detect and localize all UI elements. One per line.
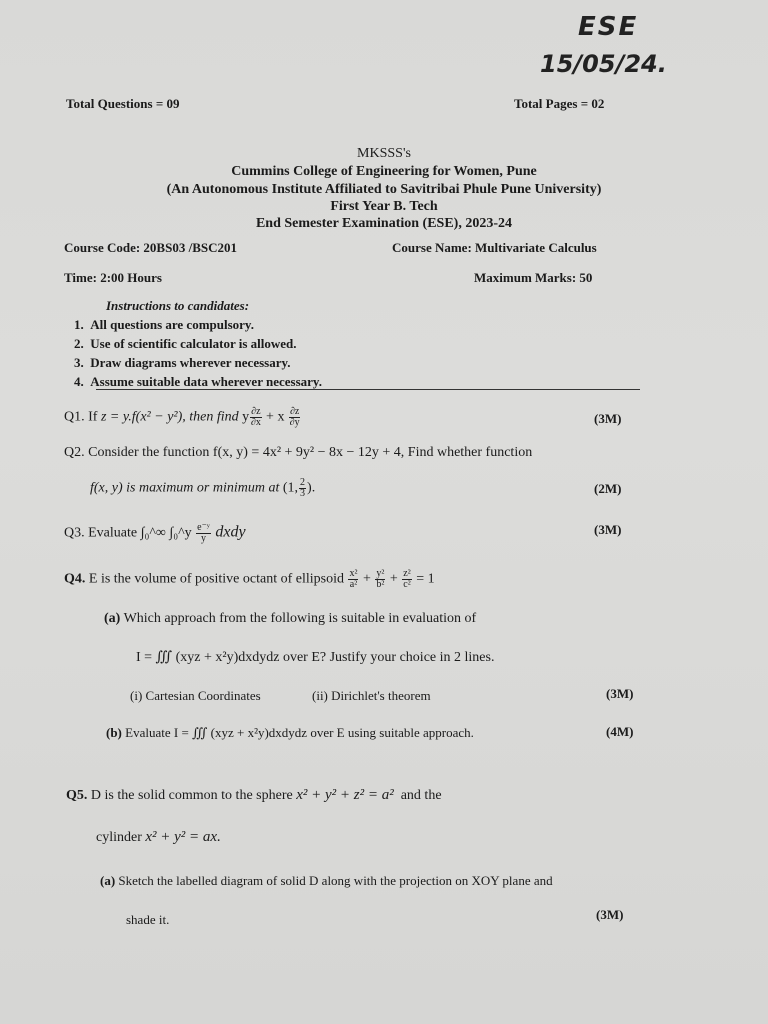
course-name: Course Name: Multivariate Calculus [392,240,597,255]
question-3: Q3. Evaluate ∫₀^∞ ∫₀^y $\frac{\text{e⁻ʸ}}{y}$ dxdy [64,522,246,544]
q5a-text-cont: shade it. [126,912,170,927]
course-code: Course Code: 20BS03 /BSC201 [64,240,237,255]
q4a-option-1: (i) Cartesian Coordinates [130,688,261,703]
maximum-marks: Maximum Marks: 50 [474,270,593,285]
affiliation: (An Autonomous Institute Affiliated to Savitribai Phule Pune University) [166,182,602,197]
q1-marks: (3M) [594,411,622,426]
exam-title: End Semester Examination (ESE), 2023-24 [255,216,513,231]
question-1: Q1. If z = y.f(x² − y²), then find y $\frac{\partial z}{\partial x}$ + x $\frac{\partial z}{\partial y}$ [64,406,300,428]
total-pages: Total Pages = 02 [514,96,605,111]
handwritten-ese: ESE [578,12,639,42]
question-2-line1: Q2. Consider the function f(x, y) = 4x² + 9y² − 8x − 12y + 4, Find whether function [64,445,533,460]
handwritten-date: 15/05/24. [540,50,667,78]
program-year: First Year B. Tech [330,199,438,214]
q4b-marks: (4M) [606,724,634,739]
q4a-equation: I = ∭ (xyz + x²y)dxdydz over E? Justify your choice in 2 lines. [136,650,495,665]
q4b-text: (b) Evaluate I = ∭ (xyz + x²y)dxdydz over E using suitable approach. [106,725,474,740]
q5a-text: (a) Sketch the labelled diagram of solid D along with the projection on XOY plane and [100,873,553,888]
college-name: Cummins College of Engineering for Women, Pune [231,164,537,179]
instruction-item: 1. All questions are compulsory. [74,317,254,332]
question-4: Q4. E is the volume of positive octant of ellipsoid $\frac{\text{x²}}{\text{a²}}$ + $\frac{\text{y²}}{\text{b²}}$ + $\frac{\text{z²}}{\text{c²}}$ = 1 [64,568,435,590]
instruction-item: 3. Draw diagrams wherever necessary. [74,355,291,370]
instruction-item: 2. Use of scientific calculator is allowed. [74,336,297,351]
instruction-item: 4. Assume suitable data wherever necessary. [74,374,322,389]
q4a-text: (a) Which approach from the following is suitable in evaluation of [104,611,477,626]
question-2-line2: f(x, y) is maximum or minimum at (1, $\frac{2}{3}$ ). [90,477,316,499]
question-5-line2: cylinder x² + y² = ax. [96,829,221,845]
q4a-option-2: (ii) Dirichlet's theorem [312,688,431,703]
q5a-marks: (3M) [596,907,624,922]
total-questions: Total Questions = 09 [66,96,180,111]
divider-line [96,389,640,390]
exam-time: Time: 2:00 Hours [64,270,162,285]
q4a-marks: (3M) [606,686,634,701]
instructions-heading: Instructions to candidates: [106,298,250,313]
q2-marks: (2M) [594,481,622,496]
org-name: MKSSS's [357,146,411,161]
question-5-line1: Q5. D is the solid common to the sphere x² + y² + z² = a² and the [66,787,442,803]
q3-marks: (3M) [594,522,622,537]
